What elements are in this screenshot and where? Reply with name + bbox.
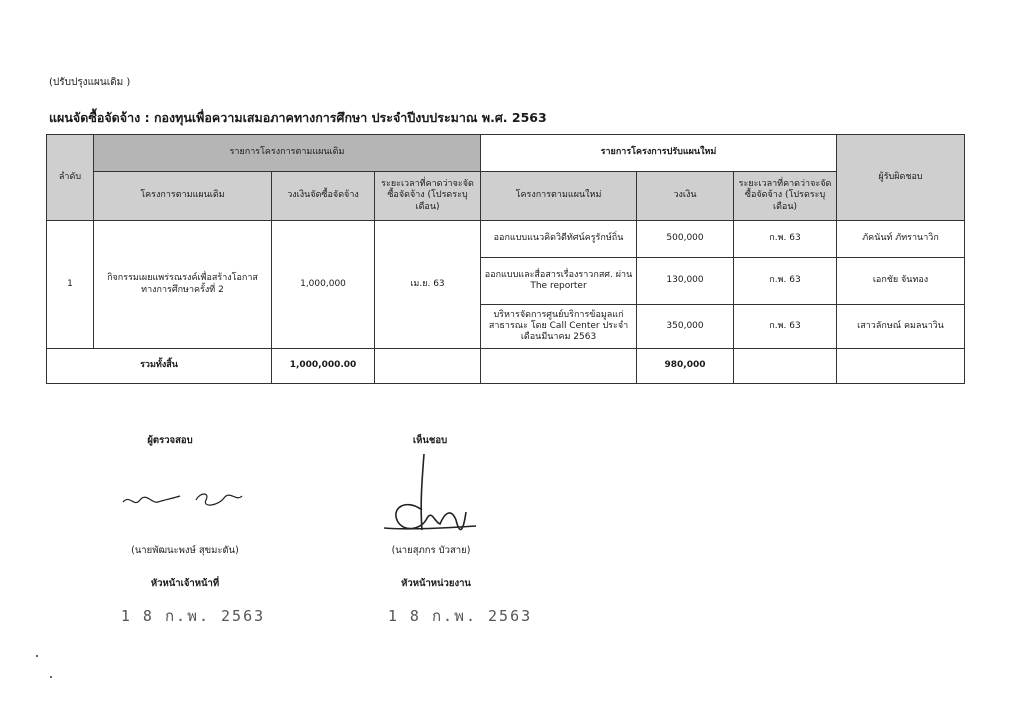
- header-original-project: โครงการตามแผนเดิม: [94, 172, 272, 221]
- new-budget: 350,000: [637, 305, 734, 349]
- reviewer-signature: [118, 484, 248, 514]
- approver-position-block: [376, 576, 496, 591]
- header-no: ลำดับ: [47, 135, 94, 221]
- header-original-group: รายการโครงการตามแผนเดิม: [94, 135, 481, 172]
- new-project: ออกแบบแนวคิดวิดีทัศน์ครูรักษ์ถิ่น: [481, 221, 637, 258]
- approver-signature: [376, 450, 486, 545]
- revision-note: (ปรับปรุงแผนเดิม ): [49, 77, 131, 88]
- header-new-project: โครงการตามแผนใหม่: [481, 172, 637, 221]
- approver-role-label: เห็นชอบ: [412, 435, 448, 446]
- table-row: [47, 221, 965, 258]
- responsible-person: ภัคนันท์ ภัทรานาวิก: [837, 221, 965, 258]
- header-responsible: ผู้รับผิดชอบ: [837, 135, 965, 221]
- approver-role-block: [370, 433, 490, 448]
- new-period: ก.พ. 63: [734, 258, 837, 305]
- approver-position: หัวหน้าหน่วยงาน: [401, 578, 471, 589]
- original-period: เม.ย. 63: [375, 221, 481, 349]
- reviewer-name-block: [110, 543, 260, 558]
- approver-name: (นายสุภกร บัวสาย): [391, 545, 471, 556]
- reviewer-position: หัวหน้าเจ้าหน้าที่: [150, 578, 220, 589]
- reviewer-position-block: [110, 576, 260, 591]
- header-original-period: ระยะเวลาที่คาดว่าจะจัดซื้อจัดจ้าง (โปรดระบุเดือน): [375, 172, 481, 221]
- header-new-period: ระยะเวลาที่คาดว่าจะจัดซื้อจัดจ้าง (โปรดระบุเดือน): [734, 172, 837, 221]
- original-project: กิจกรรมเผยแพร่รณรงค์เพื่อสร้างโอกาสทางการศึกษาครั้งที่ 2: [94, 221, 272, 349]
- document-title: แผนจัดซื้อจัดจ้าง : กองทุนเพื่อความเสมอภาคทางการศึกษา ประจำปีงบประมาณ พ.ศ. 2563: [49, 110, 547, 125]
- empty-cell: [481, 349, 637, 384]
- total-revised-budget: 980,000: [637, 349, 734, 384]
- approver-date-stamp: 1 8 ก.พ. 2563: [387, 607, 533, 625]
- empty-cell: [837, 349, 965, 384]
- total-label: รวมทั้งสิ้น: [47, 349, 272, 384]
- new-project: บริหารจัดการศูนย์บริการข้อมูลแก่สาธารณะ โดย Call Center ประจำเดือนมีนาคม 2563: [481, 305, 637, 349]
- new-period: ก.พ. 63: [734, 221, 837, 258]
- total-row: [47, 349, 965, 384]
- reviewer-name: (นายพัฒนะพงษ์ สุขมะดัน): [131, 545, 239, 556]
- scan-speck: [50, 676, 52, 678]
- new-project: ออกแบบและสื่อสารเรื่องราวกสศ. ผ่าน The reporter: [481, 258, 637, 305]
- reviewer-role: [110, 433, 230, 448]
- reviewer-date-stamp: 1 8 ก.พ. 2563: [120, 607, 266, 625]
- scan-speck: [36, 655, 38, 657]
- procurement-plan-table: [46, 134, 965, 384]
- header-original-budget: วงเงินจัดซื้อจัดจ้าง: [272, 172, 375, 221]
- empty-cell: [375, 349, 481, 384]
- new-budget: 130,000: [637, 258, 734, 305]
- row-number: 1: [47, 221, 94, 349]
- original-budget: 1,000,000: [272, 221, 375, 349]
- total-original-budget: 1,000,000.00: [272, 349, 375, 384]
- new-budget: 500,000: [637, 221, 734, 258]
- responsible-person: เอกชัย จันทอง: [837, 258, 965, 305]
- new-period: ก.พ. 63: [734, 305, 837, 349]
- header-new-budget: วงเงิน: [637, 172, 734, 221]
- reviewer-role-label: ผู้ตรวจสอบ: [147, 435, 193, 446]
- responsible-person: เสาวลักษณ์ คมลนาวิน: [837, 305, 965, 349]
- header-revised-group: รายการโครงการปรับแผนใหม่: [481, 135, 837, 172]
- approver-name-block: [376, 543, 486, 558]
- empty-cell: [734, 349, 837, 384]
